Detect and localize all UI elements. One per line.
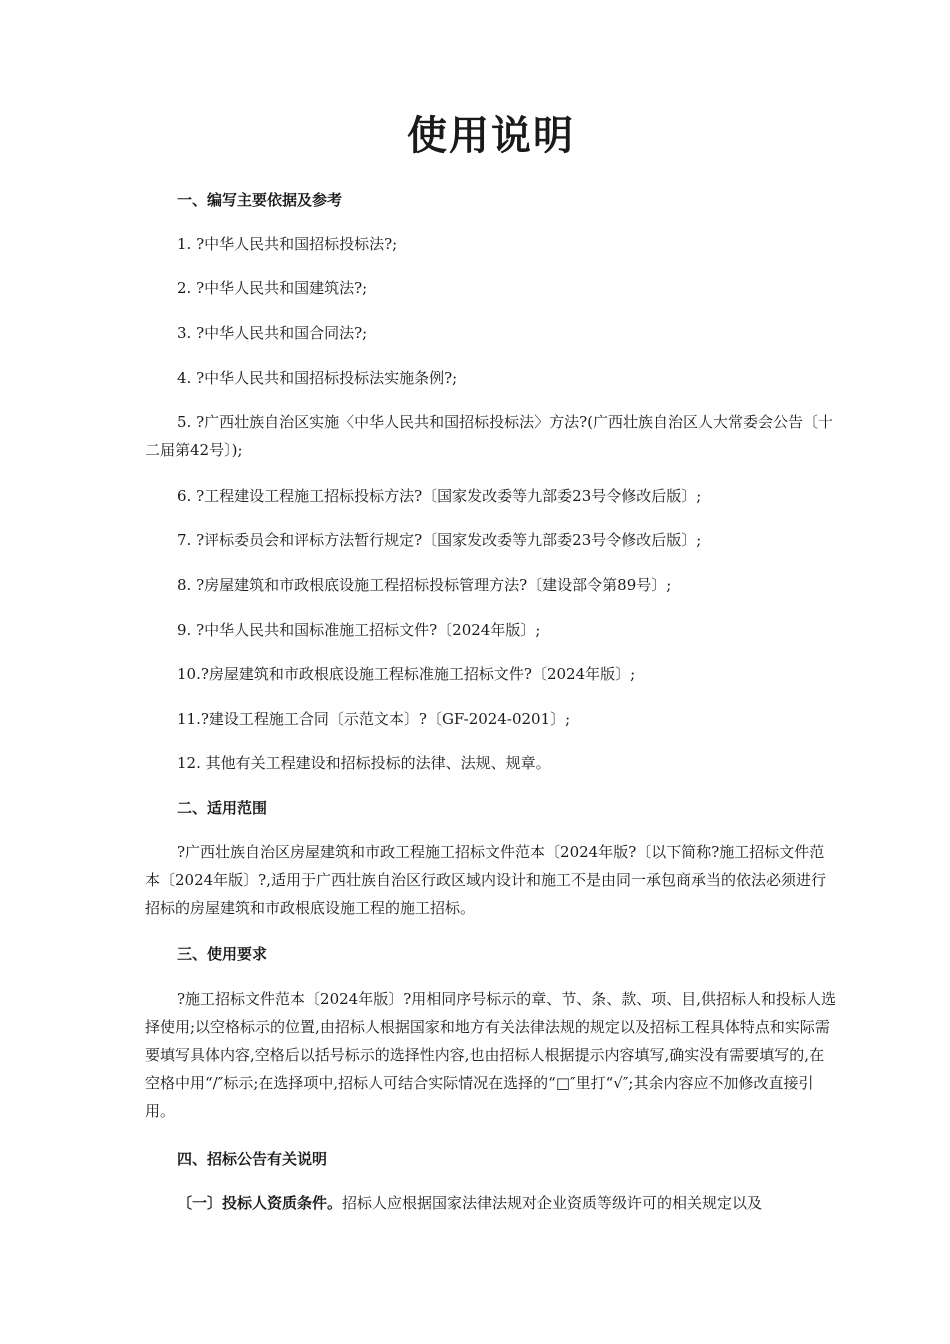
list-item: 5. ?广西壮族自治区实施〈中华人民共和国招标投标法〉方法?(广西壮族自治区人大常委会公告〔十二届第42号〕); (145, 413, 834, 459)
section-heading-scope: 二、适用范围 (177, 799, 268, 817)
section-heading-requirements: 三、使用要求 (177, 945, 268, 963)
list-item: 1. ?中华人民共和国招标投标法?; (177, 235, 398, 253)
section-body-scope: ?广西壮族自治区房屋建筑和市政工程施工招标文件范本〔2024年版?〔以下简称?施工招标文件范本〔2024年版〕?,适用于广西壮族自治区行政区域内设计和施工不是由同一承包商承当的依法必须进行招标的房屋建筑和市政根底设施工程的施工招标。 (145, 843, 826, 917)
list-item: 12. 其他有关工程建设和招标投标的法律、法规、规章。 (177, 754, 551, 772)
list-item: 10.?房屋建筑和市政根底设施工程标准施工招标文件?〔2024年版〕; (177, 665, 636, 683)
list-item: 6. ?工程建设工程施工招标投标方法?〔国家发改委等九部委23号令修改后版〕; (177, 487, 702, 505)
subsection-lead: 〔一〕投标人资质条件。 (177, 1194, 343, 1212)
list-item: 9. ?中华人民共和国标准施工招标文件?〔2024年版〕; (177, 621, 541, 639)
section-body-notice (145, 1189, 837, 1217)
list-item: 8. ?房屋建筑和市政根底设施工程招标投标管理方法?〔建设部令第89号〕; (177, 576, 672, 594)
list-item: 4. ?中华人民共和国招标投标法实施条例?; (177, 369, 458, 387)
section-heading-basis: 一、编写主要依据及参考 (177, 191, 343, 209)
section-heading-notice: 四、招标公告有关说明 (177, 1150, 328, 1168)
page-title: 使用说明 (407, 113, 575, 159)
list-item: 11.?建设工程施工合同〔示范文本〕?〔GF-2024-0201〕; (177, 710, 571, 728)
list-item: 3. ?中华人民共和国合同法?; (177, 324, 368, 342)
section-body-requirements: ?施工招标文件范本〔2024年版〕?用相同序号标示的章、节、条、款、项、目,供招标人和投标人选择使用;以空格标示的位置,由招标人根据国家和地方有关法律法规的规定以及招标工程具体特点和实际需要填写具体内容,空格后以括号标示的选择性内容,也由招标人根据提示内容填写,确实没有需要填写的,在空格中用“/″标示;在选择项中,招标人可结合实际情况在选择的“□″里打“√″;其余内容应不加修改直接引用。 (145, 990, 837, 1120)
subsection-text: 招标人应根据国家法律法规对企业资质等级许可的相关规定以及 (342, 1194, 763, 1212)
list-item: 7. ?评标委员会和评标方法暂行规定?〔国家发改委等九部委23号令修改后版〕; (177, 531, 702, 549)
list-item: 2. ?中华人民共和国建筑法?; (177, 279, 368, 297)
